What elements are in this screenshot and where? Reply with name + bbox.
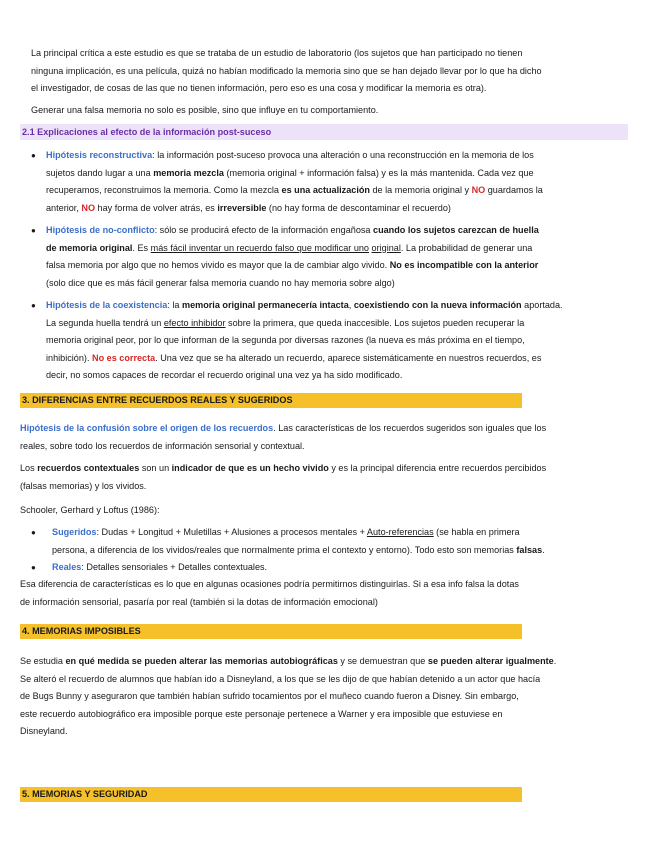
text: guardamos la	[485, 185, 543, 195]
hypothesis-name: Hipótesis reconstructiva	[46, 150, 153, 160]
section-2-1-heading	[20, 124, 628, 140]
text: (no hay forma de descontaminar el recuerdo)	[266, 202, 451, 213]
text: y es la principal diferencia entre recuerdos percibidos	[328, 463, 547, 473]
text: : Dudas + Longitud + Muletillas + Alusiones a procesos mentales +	[96, 527, 367, 537]
category-name: Reales	[52, 562, 82, 572]
reconstructiva-line-4	[46, 200, 637, 218]
no-conflicto-line-3	[46, 257, 637, 275]
section-4-heading	[20, 624, 522, 639]
text: persona, a diferencia de los vividos/reales que normalmente prima el contexto y entorno). Todo esto son memorias	[52, 544, 517, 555]
bullet-icon: ●	[31, 151, 36, 160]
coexistencia-line-5: decir, no somos capaces de recordar el recuerdo original una vez ya ha sido modificado.	[46, 370, 403, 380]
bullet-icon: ●	[31, 528, 36, 537]
category-name: Sugeridos	[52, 527, 97, 537]
text: : la información post-suceso provoca una alteración o una reconstrucción en la memoria de los	[152, 150, 534, 160]
coexistencia-line-3: memoria original peor, por lo que informan de la segunda por diversas razones (la nueva es más próxima en el tiempo,	[46, 335, 525, 345]
text: son un	[139, 463, 172, 473]
reconstructiva-line-3	[46, 182, 637, 200]
no-conflicto-line-1	[46, 222, 637, 240]
emphasis: es una actualización	[281, 185, 370, 195]
text: ,	[348, 300, 354, 310]
text: Los	[20, 463, 38, 473]
section-5-title: 5. MEMORIAS Y SEGURIDAD	[22, 789, 148, 799]
red-emphasis: NO	[81, 202, 96, 213]
coexistencia-line-2	[46, 315, 637, 333]
text: : la	[167, 300, 182, 310]
emphasis: memoria mezcla	[153, 167, 224, 178]
text: Se estudia	[20, 656, 66, 666]
closing-line-2: de información sensorial, pasaría por real (también si la dotas de información emocional)	[20, 596, 378, 607]
text: recuperamos, reconstruimos la memoria. Como la mezcla	[46, 185, 282, 195]
emphasis: coexistiendo con la nueva información	[353, 300, 522, 310]
text: .	[542, 544, 545, 555]
coexistencia-line-1	[46, 297, 637, 315]
bullet-icon: ●	[31, 563, 36, 572]
confusion-line-1	[20, 420, 617, 438]
text: La segunda huella tendrá un	[46, 317, 164, 328]
coexistencia-line-4	[46, 350, 637, 368]
critique-line-2: ninguna implicación, es una película, quizá no habían modificado la memoria sino que se han dejado llevar por lo que ha dicho	[31, 65, 542, 76]
section-4-line-1	[20, 653, 637, 671]
no-conflicto-line-4: (solo dice que es más fácil generar falsa memoria cuando no hay memoria sobre algo)	[46, 277, 395, 288]
text: : Detalles sensoriales + Detalles contextuales.	[81, 562, 268, 572]
text: . Una vez que se ha alterado un recuerdo, aparece sistemáticamente en nuestros recuerdos, es	[155, 352, 542, 363]
reconstructiva-line-2	[46, 165, 637, 183]
section-4-line-2: Se alteró el recuerdo de alumnos que habían ido a Disneyland, a los que se les dijo de que habían detenido a un actor que hacía	[20, 673, 541, 684]
section-2-1-title: 2.1 Explicaciones al efecto de la información post-suceso	[22, 127, 272, 137]
reales-line	[52, 559, 637, 577]
emphasis: en qué medida se pueden alterar las memorias autobiográficas	[65, 656, 338, 666]
emphasis: No es incompatible con la anterior	[389, 260, 539, 270]
emphasis: irreversible	[217, 202, 267, 213]
underlined-text: Auto-referencias	[366, 527, 434, 537]
bullet-icon: ●	[31, 301, 36, 310]
underlined-text: efecto inhibidor	[163, 317, 226, 328]
reference-line: Schooler, Gerhard y Loftus (1986):	[20, 505, 160, 515]
text: inhibición).	[46, 352, 92, 363]
text: de la memoria original y	[369, 185, 472, 195]
underlined-text: original	[371, 242, 401, 253]
no-conflicto-line-2	[46, 240, 637, 258]
red-emphasis: NO	[471, 185, 486, 195]
underlined-text: más fácil inventar un recuerdo falso que modificar uno	[150, 242, 369, 253]
critique-line-1: La principal crítica a este estudio es que se trataba de un estudio de laboratorio (los sujetos que han participado no tienen	[31, 48, 523, 58]
emphasis: indicador de que es un hecho vivido	[171, 463, 329, 473]
sugeridos-line-1	[52, 524, 637, 542]
text: (memoria original + información falsa) y es la más mantenida. Cada vez que	[223, 167, 534, 178]
section-3-title: 3. DIFERENCIAS ENTRE RECUERDOS REALES Y SUGERIDOS	[22, 395, 293, 405]
text: (se habla en primera	[433, 527, 520, 537]
confusion-line-2: reales, sobre todo los recuerdos de información sensorial y contextual.	[20, 440, 305, 451]
text: . Las características de los recuerdos sugeridos son iguales que los	[273, 423, 547, 433]
closing-line-1: Esa diferencia de características es lo que en algunas ocasiones podría permitirnos distinguirlas. Si a esa info falsa la dotas	[20, 579, 519, 589]
text: aportada.	[521, 300, 563, 310]
text: sujetos dando lugar a una	[46, 167, 154, 178]
section-5-heading	[20, 787, 522, 802]
text: y se demuestran que	[337, 656, 428, 666]
hypothesis-name: Hipótesis de no-conflicto	[46, 225, 155, 235]
emphasis: falsas	[516, 544, 543, 555]
hypothesis-name: Hipótesis de la confusión sobre el origen de los recuerdos	[20, 423, 274, 433]
sugeridos-line-2	[52, 542, 637, 560]
emphasis: memoria original permanecería intacta	[181, 300, 349, 310]
text: sobre la primera, que queda inaccesible. Los sujetos pueden recuperar la	[225, 317, 525, 328]
text: : sólo se producirá efecto de la información engañosa	[154, 225, 374, 235]
section-4-title: 4. MEMORIAS IMPOSIBLES	[22, 626, 141, 636]
emphasis: se pueden alterar igualmente	[427, 656, 554, 666]
reconstructiva-line-1	[46, 147, 637, 165]
contextuales-line-1	[20, 460, 617, 478]
text: .	[553, 656, 557, 666]
conclusion-paragraph: Generar una falsa memoria no solo es posible, sino que influye en tu comportamiento.	[31, 105, 379, 115]
section-3-heading	[20, 393, 522, 408]
critique-line-3: el investigador, de cosas de las que no tienen información, pero eso es una cosa y modificar la memoria es otra).	[31, 83, 487, 93]
text: hay forma de volver atrás, es	[95, 202, 218, 213]
section-4-line-3: de Bugs Bunny y aseguraron que también habían sufrido tocamientos por el muñeco cuando fueron a Disney. Sin embargo,	[20, 691, 519, 701]
text: falsa memoria por algo que no hemos vivido es mayor que la de cambiar algo vivido.	[46, 260, 390, 270]
emphasis: cuando los sujetos carezcan de huella	[373, 225, 539, 235]
text: anterior,	[46, 202, 82, 213]
bullet-icon: ●	[31, 226, 36, 235]
emphasis: recuerdos contextuales	[37, 463, 140, 473]
emphasis: de memoria original	[46, 242, 133, 253]
section-4-line-5: Disneyland.	[20, 726, 68, 736]
text: . La probabilidad de generar una	[400, 242, 533, 253]
section-4-line-4: este recuerdo autobiográfico era imposible porque este personaje pertenece a Warner y era imposible que estuviese en	[20, 708, 503, 719]
text: . Es	[132, 242, 151, 253]
red-emphasis: No es correcta	[92, 352, 156, 363]
hypothesis-name: Hipótesis de la coexistencia	[46, 300, 168, 310]
contextuales-line-2: (falsas memorias) y los vividos.	[20, 480, 147, 491]
